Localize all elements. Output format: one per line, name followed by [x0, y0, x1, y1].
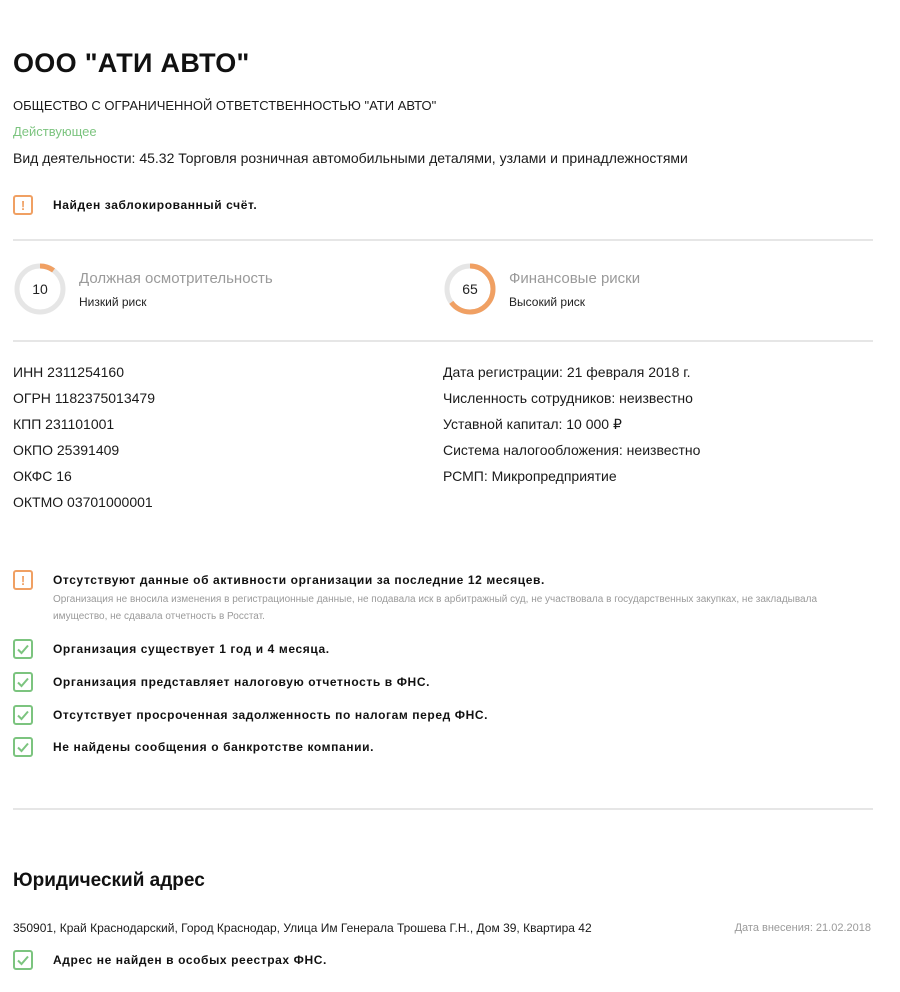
address-check-text: Адрес не найден в особых реестрах ФНС.: [53, 953, 327, 967]
detail-okfs: ОКФС 16: [13, 468, 72, 484]
company-status: Действующее: [13, 124, 97, 139]
detail-inn: ИНН 2311254160: [13, 364, 124, 380]
detail-tax-system: Система налогообложения: неизвестно: [443, 442, 701, 458]
check-text: Не найдены сообщения о банкротстве компании.: [53, 740, 375, 754]
warning-icon: !: [13, 195, 33, 215]
company-short-name: ООО "АТИ АВТО": [13, 48, 250, 78]
details-right: [443, 362, 700, 492]
check-text: Организация представляет налоговую отчетность в ФНС.: [53, 675, 431, 689]
detail-rsmp: РСМП: Микропредприятие: [443, 468, 617, 484]
legal-address-title: Юридический адрес: [13, 870, 205, 891]
divider: [13, 808, 873, 810]
warning-icon: !: [13, 570, 33, 590]
details-left: [13, 362, 155, 518]
check-icon: [13, 737, 33, 757]
check-item: [13, 639, 330, 659]
risk-title: Должная осмотрительность: [79, 269, 273, 287]
blocked-account-alert: [13, 195, 257, 215]
check-item: [13, 705, 488, 725]
detail-capital: Уставной капитал: 10 000 ₽: [443, 416, 622, 432]
blocked-account-text: Найден заблокированный счёт.: [53, 198, 258, 212]
check-item: [13, 737, 374, 757]
risk-gauge: [443, 262, 497, 316]
check-icon: [13, 672, 33, 692]
risk-gauge: [13, 262, 67, 316]
detail-okpo: ОКПО 25391409: [13, 442, 120, 458]
risk-financial[interactable]: [443, 262, 640, 316]
risk-score: 65: [462, 281, 478, 297]
address-check: [13, 950, 327, 970]
inactivity-description: Организация не вносила изменения в регистрационные данные, не подавала иск в арбитражный суд, не участвовала в государственных закупках, не закладывала имущество, не сдавала отчетность в Росстат.: [53, 594, 817, 622]
check-item: [13, 672, 430, 692]
risk-level: Низкий риск: [79, 294, 147, 309]
risk-due-diligence[interactable]: [13, 262, 273, 316]
detail-ogrn: ОГРН 1182375013479: [13, 390, 155, 406]
divider: [13, 239, 873, 241]
inactivity-text: Отсутствуют данные об активности организации за последние 12 месяцев.: [53, 573, 545, 587]
inactivity-alert: [13, 570, 545, 590]
risk-score: 10: [32, 281, 48, 297]
detail-kpp: КПП 231101001: [13, 416, 115, 432]
check-icon: [13, 950, 33, 970]
detail-oktmo: ОКТМО 03701000001: [13, 494, 153, 510]
risk-level: Высокий риск: [509, 294, 586, 309]
legal-address-date: Дата внесения: 21.02.2018: [734, 922, 871, 934]
check-text: Отсутствует просроченная задолженность по налогам перед ФНС.: [53, 708, 489, 722]
divider: [13, 340, 873, 342]
check-icon: [13, 705, 33, 725]
risk-title: Финансовые риски: [509, 269, 641, 287]
check-text: Организация существует 1 год и 4 месяца.: [53, 642, 330, 656]
legal-address-text: 350901, Край Краснодарский, Город Краснодар, Улица Им Генерала Трошева Г.Н., Дом 39, Квартира 42: [13, 921, 592, 935]
detail-employees: Численность сотрудников: неизвестно: [443, 390, 693, 406]
company-activity: Вид деятельности: 45.32 Торговля розничная автомобильными деталями, узлами и принадлежностями: [13, 150, 688, 166]
company-full-name: ОБЩЕСТВО С ОГРАНИЧЕННОЙ ОТВЕТСТВЕННОСТЬЮ "АТИ АВТО": [13, 98, 437, 113]
detail-registration-date: Дата регистрации: 21 февраля 2018 г.: [443, 364, 691, 380]
check-icon: [13, 639, 33, 659]
